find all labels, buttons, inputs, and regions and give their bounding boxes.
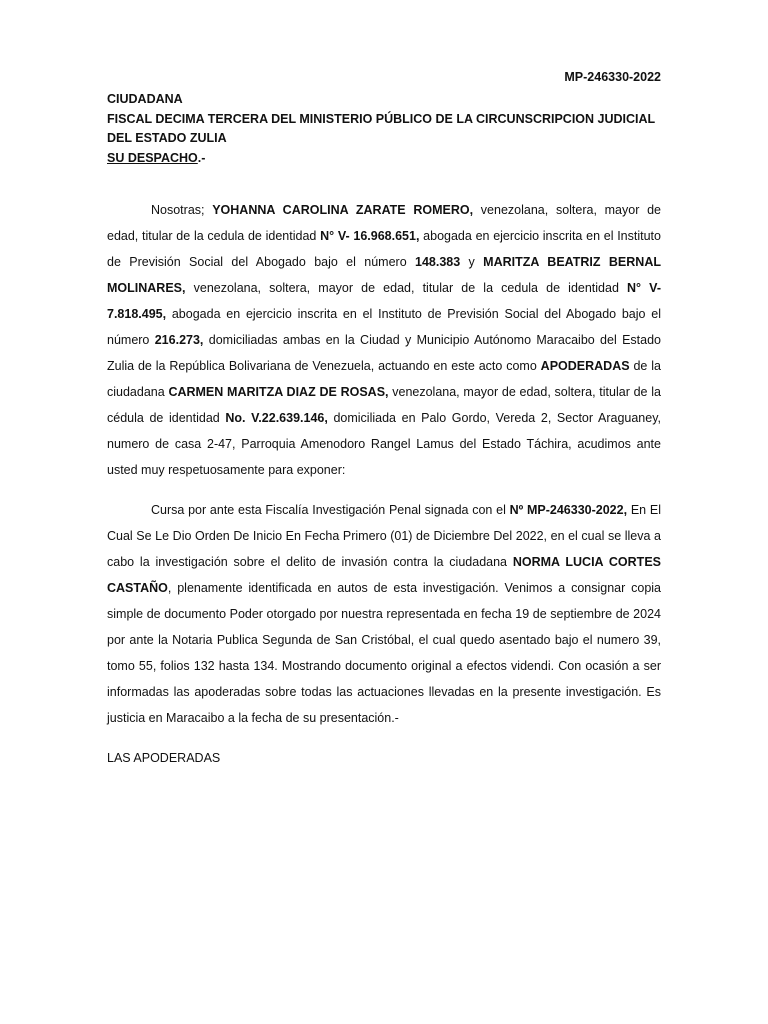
text-run: Cursa por ante esta Fiscalía Investigación Penal signada con el bbox=[151, 503, 510, 517]
text-run: , plenamente identificada en autos de esta investigación. Venimos a consignar copia simple de documento Poder otorgado por nuestra representada en fecha 19 de septiembre de 2024 por ante la Notaria Publica Segunda de San Cristóbal, el cual quedo asentado bajo el numero 39, tomo 55, folios 132 hasta 134. Mostrando documento original a efectos videndi. Con ocasión a ser informadas las apoderadas sobre todas las actuaciones llevadas en la presente investigación. Es justicia en Maracaibo a la fecha de su presentación.- bbox=[107, 581, 661, 725]
client-name: CARMEN MARITZA DIAZ DE ROSAS, bbox=[168, 385, 389, 399]
addressee-despacho bbox=[107, 149, 661, 169]
despacho-label: SU DESPACHO bbox=[107, 150, 198, 165]
attorney-ipsa-2: 216.273, bbox=[154, 333, 204, 347]
text-run: venezolana, soltera, mayor de edad, titular de la cedula de identidad bbox=[107, 203, 661, 243]
paragraph-introduction bbox=[107, 197, 661, 483]
addressee-office: FISCAL DECIMA TERCERA DEL MINISTERIO PÚBLICO DE LA CIRCUNSCRIPCION JUDICIAL DEL ESTADO ZULIA bbox=[107, 111, 655, 145]
addressee-block bbox=[107, 90, 661, 168]
attorney-ipsa-1: 148.383 bbox=[415, 255, 461, 269]
text-run: Nosotras; bbox=[151, 203, 213, 217]
text-run: y bbox=[460, 255, 484, 269]
investigation-number: Nº MP-246330-2022, bbox=[509, 503, 628, 517]
text-run: domiciliadas ambas en la Ciudad y Municipio Autónomo Maracaibo del Estado Zulia de la República Bolivariana de Venezuela, actuando en este acto como bbox=[107, 333, 661, 373]
paragraph-exposition bbox=[107, 497, 661, 731]
text-run: abogada en ejercicio inscrita en el Instituto de Previsión Social del Abogado bajo el número bbox=[107, 307, 661, 347]
text-run: venezolana, soltera, mayor de edad, titular de la cedula de identidad bbox=[185, 281, 628, 295]
text-run: abogada en ejercicio inscrita en el Instituto de Previsión Social del Abogado bajo el número bbox=[107, 229, 661, 269]
attorney-name-1: YOHANNA CAROLINA ZARATE ROMERO, bbox=[212, 203, 474, 217]
text-run: de la ciudadana bbox=[107, 359, 661, 399]
text-run: venezolana, mayor de edad, soltera, titular de la cédula de identidad bbox=[107, 385, 661, 425]
text-run: domiciliada en Palo Gordo, Vereda 2, Sector Araguaney, numero de casa 2-47, Parroquia Amenodoro Rangel Lamus del Estado Táchira, acudimos ante usted muy respetuosamente para exponer: bbox=[107, 411, 661, 477]
addressee-title: CIUDADANA bbox=[107, 92, 183, 106]
signature-label: LAS APODERADAS bbox=[107, 751, 221, 765]
case-number: MP-246330-2022 bbox=[564, 70, 661, 84]
despacho-suffix: .- bbox=[197, 150, 206, 165]
accused-name: NORMA LUCIA CORTES CASTAÑO bbox=[107, 555, 661, 595]
attorney-name-2: MARITZA BEATRIZ BERNAL MOLINARES, bbox=[107, 255, 661, 295]
client-id: No. V.22.639.146, bbox=[225, 411, 328, 425]
text-run: En El Cual Se Le Dio Orden De Inicio En Fecha Primero (01) de Diciembre Del 2022, en el cual se lleva a cabo la investigación sobre el delito de invasión contra la ciudadana bbox=[107, 503, 661, 569]
attorney-id-1: N° V- 16.968.651, bbox=[320, 229, 420, 243]
role-label: APODERADAS bbox=[540, 359, 630, 373]
attorney-id-2: N° V- 7.818.495, bbox=[107, 281, 661, 321]
